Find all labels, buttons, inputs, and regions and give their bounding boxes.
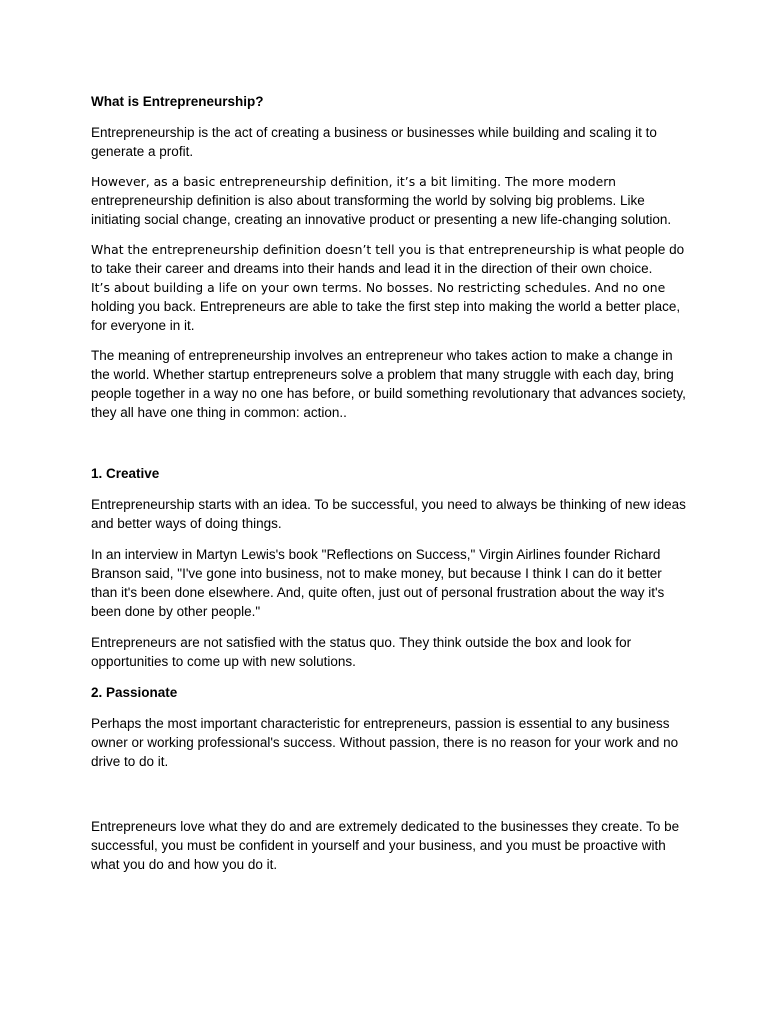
intro-paragraph-3 — [91, 240, 687, 335]
intro-paragraph-3-part-3: holding you back. Entrepreneurs are able to take the first step into making the world a better place, for everyone in it. — [91, 299, 681, 333]
creative-paragraph-1: Entrepreneurship starts with an idea. To be successful, you need to always be thinking of new ideas and better ways of doing things. — [91, 497, 686, 531]
document-body — [91, 92, 687, 874]
intro-paragraph-1: Entrepreneurship is the act of creating a business or businesses while building and scaling it to generate a profit. — [91, 125, 657, 159]
section-heading-passionate: 2. Passionate — [91, 685, 178, 700]
intro-paragraph-3-part-2: It’s about building a life on your own terms. No bosses. No restricting schedules. And no one — [91, 280, 666, 295]
intro-paragraph-4: The meaning of entrepreneurship involves an entrepreneur who takes action to make a change in the world. Whether startup entrepreneurs solve a problem that many struggle with each day, bring people together in a way no one has before, or build something revolutionary that advances society, they all have one thing in common: action.. — [91, 348, 686, 420]
document-title: What is Entrepreneurship? — [91, 94, 264, 109]
intro-paragraph-3-continuation: is what people do to take their career and dreams into their hands and lead it in the direction of their own choice. — [91, 242, 685, 276]
intro-paragraph-3-part-1 — [91, 240, 687, 278]
section-heading-creative: 1. Creative — [91, 466, 160, 481]
creative-paragraph-3: Entrepreneurs are not satisfied with the status quo. They think outside the box and look for opportunities to come up with new solutions. — [91, 635, 632, 669]
creative-paragraph-2: In an interview in Martyn Lewis's book "Reflections on Success," Virgin Airlines founder Richard Branson said, "I've gone into business, not to make money, but because I think I can do it better than it's been done elsewhere. And, quite often, just out of personal frustration about the way it's been done by other people." — [91, 547, 665, 619]
passionate-paragraph-1: Perhaps the most important characteristic for entrepreneurs, passion is essential to any business owner or working professional's success. Without passion, there is no reason for your work and no drive to do it. — [91, 716, 679, 769]
passionate-paragraph-2: Entrepreneurs love what they do and are extremely dedicated to the businesses they create. To be successful, you must be confident in yourself and your business, and you must be proactive with what you do and how you do it. — [91, 819, 680, 872]
intro-paragraph-2-rest: entrepreneurship definition is also about transforming the world by solving big problems. Like initiating social change, creating an innovative product or presenting a new life-changing solution. — [91, 193, 672, 227]
intro-paragraph-2-line-1: However, as a basic entrepreneurship definition, it’s a bit limiting. The more modern — [91, 174, 616, 189]
intro-paragraph-2 — [91, 172, 687, 229]
intro-paragraph-3-lead: What the entrepreneurship definition doesn’t tell you is that entrepreneurship — [91, 242, 576, 257]
